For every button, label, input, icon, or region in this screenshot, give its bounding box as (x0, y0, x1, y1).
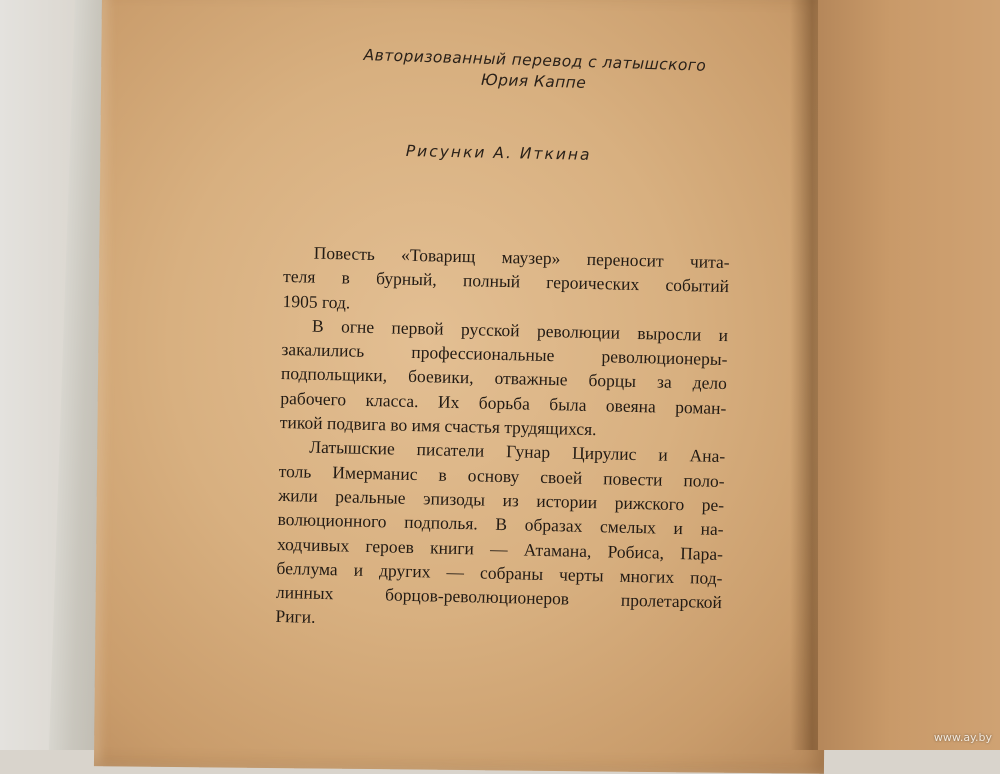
annotation-line: Риги. (275, 606, 316, 628)
annotation-line: волюционного подполья. В образах смелых и на- (277, 509, 724, 540)
annotation-line: жили реальные эпизоды из истории рижского ре- (277, 484, 725, 516)
annotation-line: линных борцов-революционеров пролетарской (275, 582, 723, 613)
annotation-line: тикой подвига во имя счастья трудящихся. (279, 412, 597, 440)
illustrator-credit: Рисунки А. Иткина (405, 142, 592, 164)
annotation-line: толь Имерманис в основу своей повести поло- (278, 460, 725, 491)
annotation-line: беллума и других — собраны черты многих под- (276, 557, 723, 588)
annotation-line: В огне первой русской революции выросли и (311, 315, 729, 345)
annotation-line: Повесть «Товарищ маузер» переносит чита- (313, 242, 730, 273)
annotation-line: 1905 год. (282, 290, 351, 313)
translation-note: Авторизованный перевод с латышского (363, 46, 707, 75)
annotation-line: закалились профессиональные революционеры- (281, 339, 728, 370)
annotation-line: рабочего класса. Их борьба была овеяна роман- (280, 387, 727, 418)
translation-credits (363, 46, 707, 96)
annotation-line: ходчивых героев книги — Атамана, Робиса, Пара- (276, 533, 724, 564)
annotation-line: подпольщики, боевики, отважные борцы за дело (280, 363, 728, 394)
annotation-text (275, 240, 730, 639)
watermark: www.ay.by (933, 731, 992, 744)
annotation-line: теля в бурный, полный героических событий (282, 266, 730, 297)
translator-name: Юрия Каппе (480, 70, 587, 92)
annotation-line: Латышские писатели Гунар Цирулис и Ана- (309, 437, 726, 467)
